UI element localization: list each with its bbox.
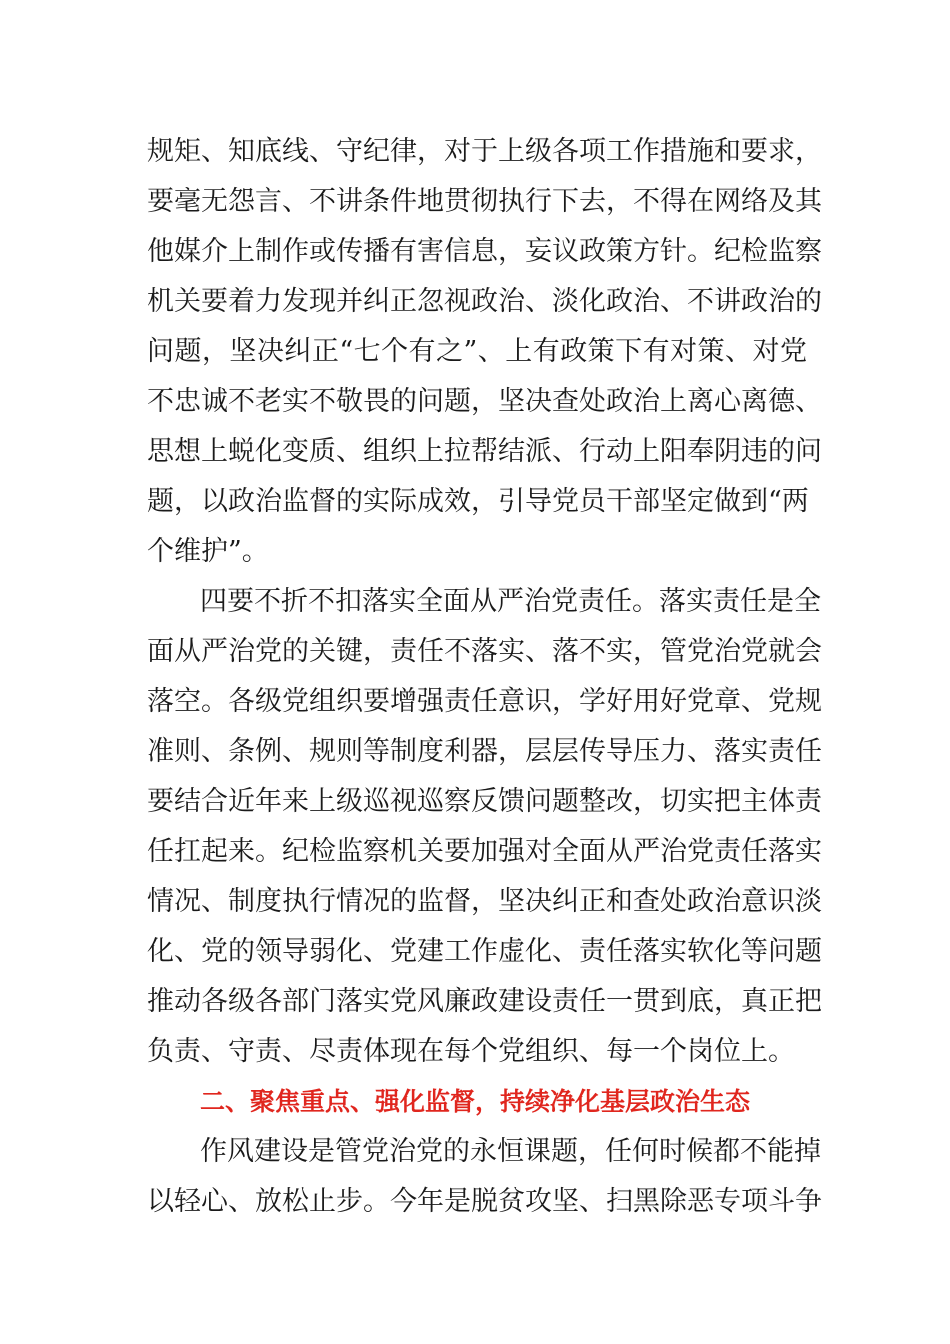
text-line: 情况、制度执行情况的监督，坚决纠正和查处政治意识淡	[147, 886, 822, 917]
text-line: 问题，坚决纠正“七个有之”、上有政策下有对策、对党	[147, 336, 807, 367]
text-line: 准则、条例、规则等制度利器，层层传导压力、落实责任	[147, 736, 822, 767]
text-line: 不忠诚不老实不敬畏的问题，坚决查处政治上离心离德、	[147, 386, 822, 417]
text-line: 落空。各级党组织要增强责任意识，学好用好党章、党规	[147, 686, 822, 717]
paragraph-first-line: 作风建设是管党治党的永恒课题，任何时候都不能掉	[200, 1136, 821, 1167]
text-line: 思想上蜕化变质、组织上拉帮结派、行动上阳奉阴违的问	[147, 436, 822, 467]
paragraph-first-line: 四要不折不扣落实全面从严治党责任。落实责任是全	[200, 586, 821, 617]
text-line: 个维护”。	[147, 536, 269, 567]
text-line: 以轻心、放松止步。今年是脱贫攻坚、扫黑除恶专项斗争	[147, 1186, 822, 1217]
text-line: 化、党的领导弱化、党建工作虚化、责任落实软化等问题	[147, 936, 822, 967]
text-line: 要毫无怨言、不讲条件地贯彻执行下去，不得在网络及其	[147, 186, 822, 217]
text-line: 负责、守责、尽责体现在每个党组织、每一个岗位上。	[147, 1036, 795, 1067]
text-line: 任扛起来。纪检监察机关要加强对全面从严治党责任落实	[147, 836, 822, 867]
section-heading: 二、聚焦重点、强化监督，持续净化基层政治生态	[200, 1087, 751, 1116]
text-line: 要结合近年来上级巡视巡察反馈问题整改，切实把主体责	[147, 786, 822, 817]
text-line: 面从严治党的关键，责任不落实、落不实，管党治党就会	[147, 636, 822, 667]
text-line: 推动各级各部门落实党风廉政建设责任一贯到底，真正把	[147, 986, 822, 1017]
text-line: 机关要着力发现并纠正忽视政治、淡化政治、不讲政治的	[147, 286, 822, 317]
text-line: 题，以政治监督的实际成效，引导党员干部坚定做到“两	[147, 486, 809, 517]
text-line: 规矩、知底线、守纪律，对于上级各项工作措施和要求，	[147, 136, 822, 167]
text-line: 他媒介上制作或传播有害信息，妄议政策方针。纪检监察	[147, 236, 822, 267]
